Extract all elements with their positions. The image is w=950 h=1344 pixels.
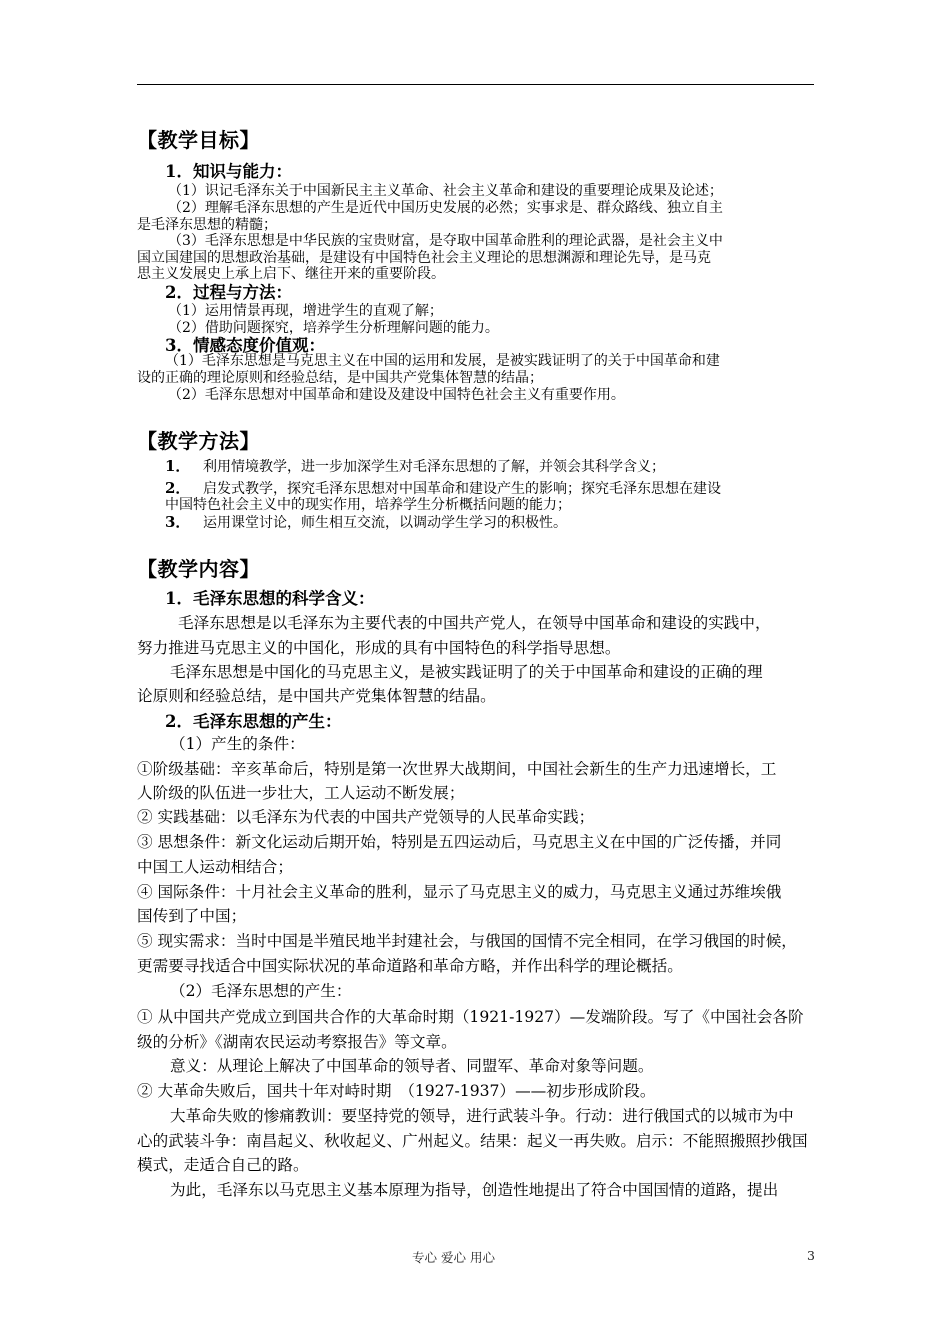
subheading-process: 2．过程与方法： bbox=[165, 283, 292, 302]
goal-text: （2）借助问题探究，培养学生分析理解问题的能力。 bbox=[168, 320, 499, 336]
paragraph-text: （2）毛泽东思想的产生： bbox=[170, 982, 352, 1000]
subheading-attitude: 3．情感态度价值观： bbox=[165, 336, 325, 355]
paragraph-text: ⑤ 现实需求：当时中国是半殖民地半封建社会，与俄国的国情不完全相同，在学习俄国的时候， bbox=[137, 932, 797, 950]
paragraph-text: 毛泽东思想是以毛泽东为主要代表的中国共产党人，在领导中国革命和建设的实践中， bbox=[178, 614, 771, 632]
paragraph-text: 更需要寻找适合中国实际状况的革命道路和革命方略，并作出科学的理论概括。 bbox=[137, 957, 683, 975]
paragraph-text: （1）产生的条件： bbox=[170, 735, 305, 753]
paragraph-text: 意义：从理论上解决了中国革命的领导者、同盟军、革命对象等问题。 bbox=[170, 1057, 654, 1075]
list-number: 1． bbox=[165, 457, 191, 475]
header-rule bbox=[137, 84, 814, 85]
paragraph-text: 努力推进马克思主义的中国化，形成的具有中国特色的科学指导思想。 bbox=[137, 639, 621, 657]
paragraph-text: 为此，毛泽东以马克思主义基本原理为指导，创造性地提出了符合中国国情的道路，提出 bbox=[170, 1181, 779, 1199]
section-heading-content: 【教学内容】 bbox=[137, 557, 260, 581]
goal-text: （3）毛泽东思想是中华民族的宝贵财富，是夺取中国革命胜利的理论武器，是社会主义中 bbox=[168, 233, 723, 249]
goal-text: 国立国建国的思想政治基础，是建设有中国特色社会主义理论的思想渊源和理论先导，是马克 bbox=[137, 250, 711, 266]
list-number: 3． bbox=[165, 513, 191, 531]
paragraph-text: ② 实践基础：以毛泽东为代表的中国共产党领导的人民革命实践； bbox=[137, 808, 595, 826]
goal-text: 思主义发展史上承上启下、继往开来的重要阶段。 bbox=[137, 266, 445, 282]
goal-text: 设的正确的理论原则和经验总结，是中国共产党集体智慧的结晶； bbox=[137, 370, 543, 386]
section-heading-goals: 【教学目标】 bbox=[137, 128, 260, 152]
paragraph-text: 毛泽东思想是中国化的马克思主义，是被实践证明了的关于中国革命和建设的正确的理 bbox=[170, 663, 763, 681]
paragraph-text: ③ 思想条件：新文化运动后期开始，特别是五四运动后，马克思主义在中国的广泛传播，并同 bbox=[137, 833, 782, 851]
goal-text: 是毛泽东思想的精髓； bbox=[137, 217, 277, 233]
list-number: 2． bbox=[165, 479, 191, 497]
paragraph-text: 论原则和经验总结，是中国共产党集体智慧的结晶。 bbox=[137, 687, 496, 705]
method-text: 启发式教学，探究毛泽东思想对中国革命和建设产生的影响；探究毛泽东思想在建设 bbox=[203, 481, 721, 497]
goal-text: （2）理解毛泽东思想的产生是近代中国历史发展的必然；实事求是、群众路线、独立自主 bbox=[168, 200, 723, 216]
paragraph-text: ④ 国际条件：十月社会主义革命的胜利，显示了马克思主义的威力，马克思主义通过苏维埃俄 bbox=[137, 883, 782, 901]
page-number: 3 bbox=[807, 1248, 815, 1263]
paragraph-text: 大革命失败的惨痛教训：要坚持党的领导，进行武装斗争。行动：进行俄国式的以城市为中 bbox=[170, 1107, 794, 1125]
paragraph-text: 心的武装斗争：南昌起义、秋收起义、广州起义。结果：起义一再失败。启示：不能照搬照抄俄国 bbox=[137, 1132, 808, 1150]
goal-text: （1）运用情景再现，增进学生的直观了解； bbox=[168, 303, 443, 319]
section-heading-methods: 【教学方法】 bbox=[137, 429, 260, 453]
paragraph-text: 国传到了中国； bbox=[137, 907, 247, 925]
method-text: 运用课堂讨论，师生相互交流，以调动学生学习的积极性。 bbox=[203, 515, 567, 531]
goal-text: （2）毛泽东思想对中国革命和建设及建设中国特色社会主义有重要作用。 bbox=[168, 387, 625, 403]
footer-slogan: 专心 爱心 用心 bbox=[412, 1250, 495, 1265]
goal-text: （1）识记毛泽东关于中国新民主主义革命、社会主义革命和建设的重要理论成果及论述； bbox=[168, 183, 723, 199]
paragraph-text: ① 从中国共产党成立到国共合作的大革命时期（1921-1927）—发端阶段。写了《中国社会各阶 bbox=[137, 1008, 804, 1026]
paragraph-text: 中国工人运动相结合； bbox=[137, 858, 293, 876]
goal-text: （1）毛泽东思想是马克思主义在中国的运用和发展，是被实践证明了的关于中国革命和建 bbox=[165, 353, 720, 369]
paragraph-text: 级的分析》《湖南农民运动考察报告》等文章。 bbox=[137, 1033, 457, 1051]
subheading-definition: 1．毛泽东思想的科学含义： bbox=[165, 589, 375, 608]
paragraph-text: ①阶级基础：辛亥革命后，特别是第一次世界大战期间，中国社会新生的生产力迅速增长，工 bbox=[137, 760, 777, 778]
paragraph-text: 人阶级的队伍进一步壮大，工人运动不断发展； bbox=[137, 784, 465, 802]
method-text: 利用情境教学，进一步加深学生对毛泽东思想的了解，并领会其科学含义； bbox=[203, 459, 665, 475]
paragraph-text: 模式，走适合自己的路。 bbox=[137, 1156, 309, 1174]
subheading-origin: 2．毛泽东思想的产生： bbox=[165, 712, 342, 731]
paragraph-text: ② 大革命失败后，国共十年对峙时期 （1927-1937）——初步形成阶段。 bbox=[137, 1082, 656, 1100]
method-text: 中国特色社会主义中的现实作用，培养学生分析概括问题的能力； bbox=[165, 497, 571, 513]
subheading-knowledge: 1．知识与能力： bbox=[165, 162, 292, 181]
